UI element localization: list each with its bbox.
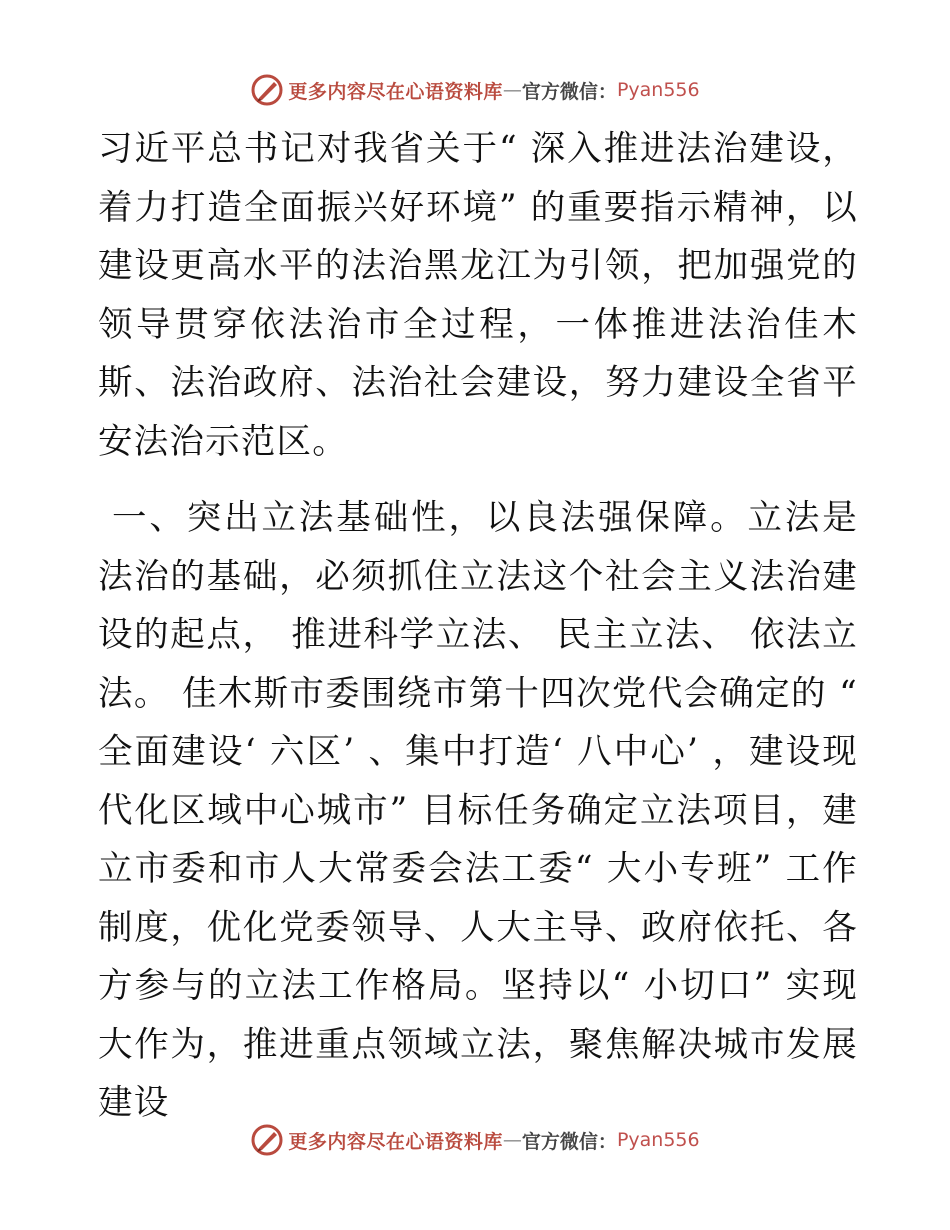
footer-watermark bbox=[0, 1120, 950, 1160]
paragraph-intro: 习近平总书记对我省关于“ 深入推进法治建设，着力打造全面振兴好环境” 的重要指示精神，以建设更高水平的法治黑龙江为引领，把加强党的领导贯穿依法治市全过程，一体推进法治佳木斯、法治政府、法治社会建设，努力建设全省平安法治示范区。 bbox=[98, 129, 858, 462]
watermark-wechat-id: Pyan556 bbox=[616, 79, 700, 101]
header-watermark bbox=[0, 70, 950, 110]
watermark-wechat-id: Pyan556 bbox=[616, 1129, 700, 1151]
watermark-dash: — bbox=[502, 79, 522, 101]
watermark-dash: — bbox=[502, 1129, 522, 1151]
pen-logo-icon bbox=[250, 73, 284, 107]
document-body bbox=[98, 120, 858, 1133]
pen-logo-icon bbox=[250, 1123, 284, 1157]
watermark-official-label: 官方微信： bbox=[521, 1130, 617, 1153]
watermark-site-name: 更多内容尽在心语资料库 bbox=[288, 1130, 503, 1153]
watermark-official-label: 官方微信： bbox=[521, 80, 617, 103]
watermark-site-name: 更多内容尽在心语资料库 bbox=[288, 80, 503, 103]
paragraph-section-one: 一、突出立法基础性，以良法强保障。立法是法治的基础，必须抓住立法这个社会主义法治建设的起点， 推进科学立法、 民主立法、 依法立法。 佳木斯市委围绕市第十四次党代会确定的 “ 全面建设‘ 六区’ 、集中打造‘ 八中心’ ，建设现代化区域中心城市” 目标任务确定立法项目，建立市委和市人大常委会法工委“ 大小专班” 工作制度，优化党委领导、人大主导、政府依托、各方参与的立法工作格局。坚持以“ 小切口” 实现大作为，推进重点领域立法，聚焦解决城市发展建设 bbox=[98, 498, 858, 1123]
